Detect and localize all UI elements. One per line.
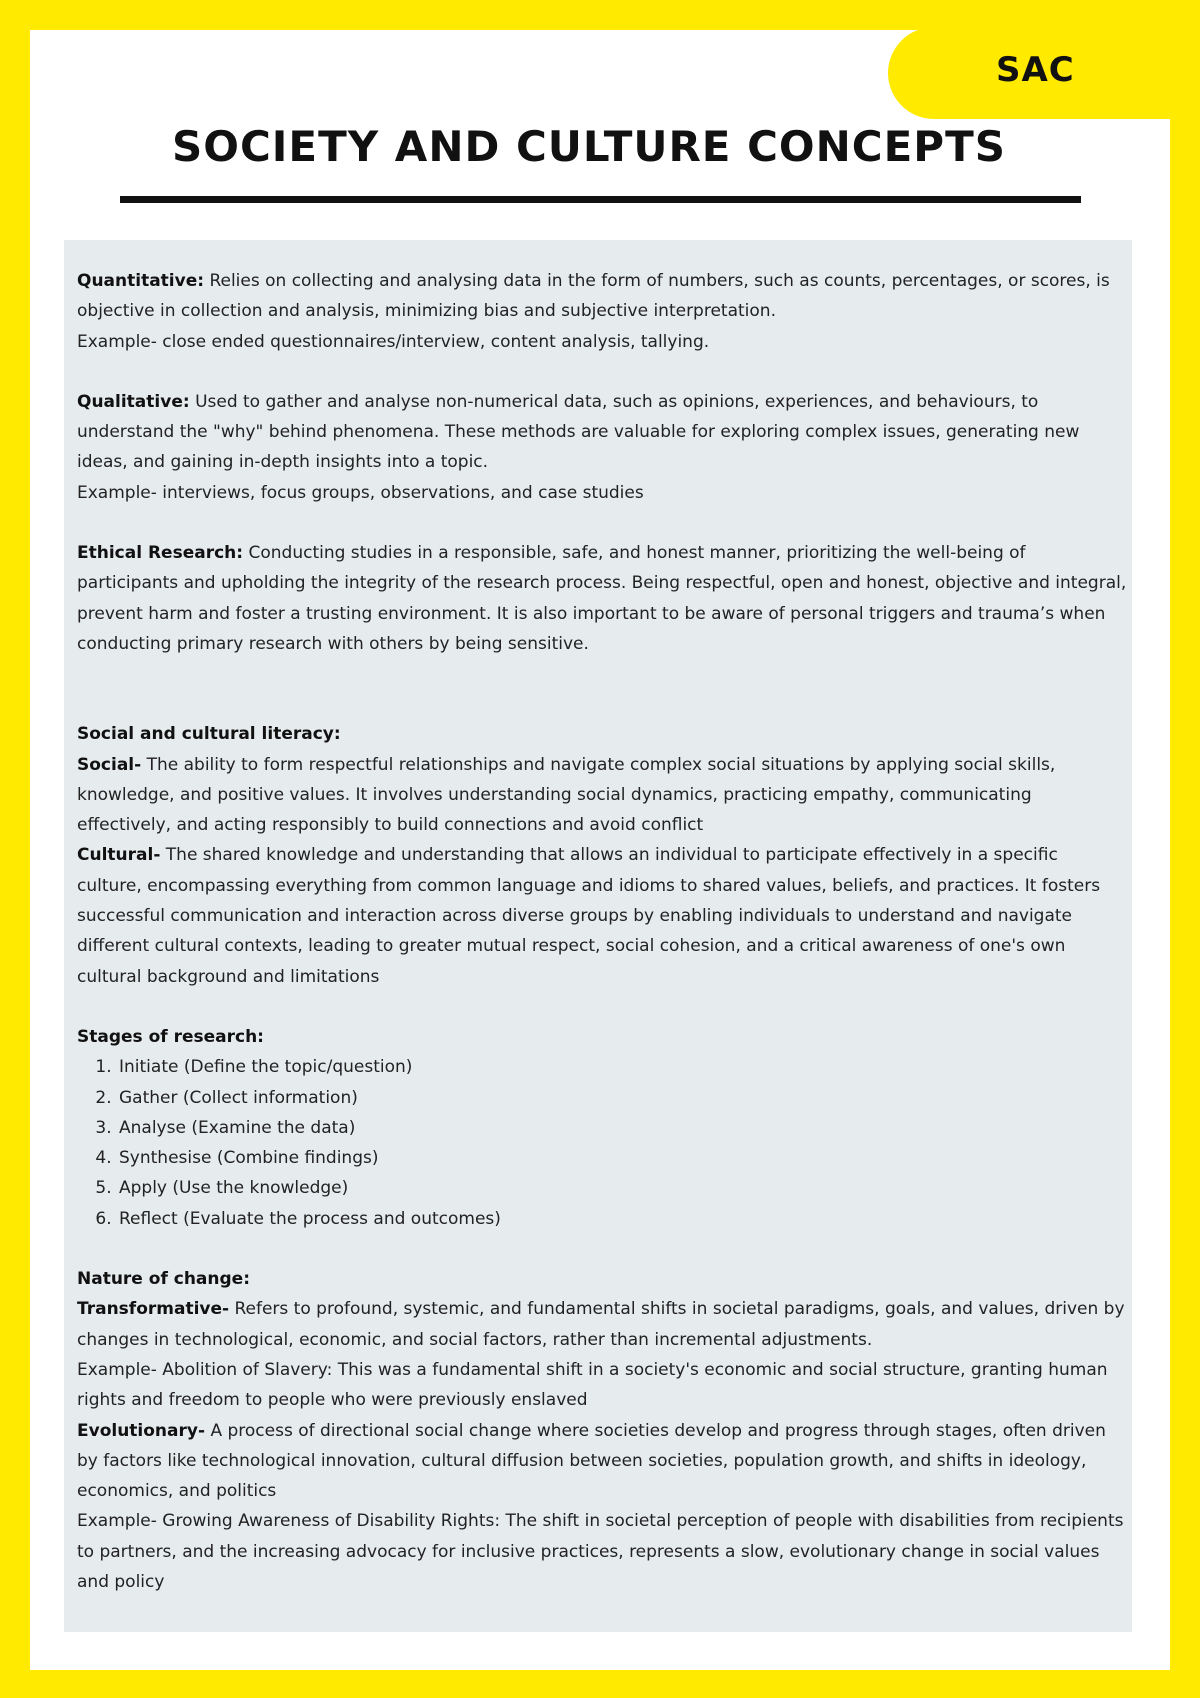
- list-item: 1. Initiate (Define the topic/question): [117, 1052, 1127, 1082]
- heading-nature-of-change: Nature of change:: [77, 1269, 251, 1290]
- term-ethical-research: Ethical Research:: [77, 543, 244, 564]
- example-evolutionary: Example- Growing Awareness of Disability Rights: The shift in societal perception of people with disabilities from recipients to partners, and the increasing advocacy for inclusive practices, represents a slow, evolutionary change in social values and policy: [77, 1511, 1124, 1592]
- term-qualitative: Qualitative:: [77, 391, 190, 412]
- definition-social: The ability to form respectful relationships and navigate complex social situations by applying social skills, knowledge, and positive values. It involves understanding social dynamics, practicing empathy, communicating effectively, and acting responsibly to build connections and avoid conflict: [77, 754, 1056, 836]
- page-title: SOCIETY AND CULTURE CONCEPTS: [172, 122, 1006, 171]
- definition-evolutionary: A process of directional social change where societies develop and progress through stages, often driven by factors like technological innovation, cultural diffusion between societies, population growth, and shifts in ideology, economics, and politics: [77, 1420, 1106, 1502]
- definition-transformative: Refers to profound, systemic, and fundamental shifts in societal paradigms, goals, and values, driven by changes in technological, economic, and social factors, rather than incremental adjustments.: [77, 1299, 1125, 1350]
- heading-stages: Stages of research:: [77, 1026, 264, 1047]
- definition-quantitative: Relies on collecting and analysing data in the form of numbers, such as counts, percentages, or scores, is objective in collection and analysis, minimizing bias and subjective interpretation.: [77, 271, 1110, 322]
- definition-cultural: The shared knowledge and understanding that allows an individual to participate effectively in a specific culture, encompassing everything from common language and idioms to shared values, beliefs, and practices. It fosters successful communication and interaction across diverse groups by enabling individuals to understand and navigate different cultural contexts, leading to greater mutual respect, social cohesion, and a critical awareness of one's own cultural background and limitations: [77, 845, 1101, 987]
- term-quantitative: Quantitative:: [77, 271, 205, 291]
- definition-ethical-research: Conducting studies in a responsible, safe, and honest manner, prioritizing the well-being of participants and upholding the integrity of the research process. Being respectful, open and honest, objective and integral, prevent harm and foster a trusting environment. It is also important to be aware of personal triggers and trauma’s when conducting primary research with others by being sensitive.: [77, 543, 1127, 654]
- list-item: 6. Reflect (Evaluate the process and outcomes): [117, 1204, 1127, 1234]
- section-ethical-research: [77, 538, 1127, 659]
- example-transformative: Example- Abolition of Slavery: This was a fundamental shift in a society's economic and social structure, granting human rights and freedom to people who were previously enslaved: [77, 1359, 1108, 1411]
- content-body: [77, 266, 1127, 1597]
- section-stages: [77, 1022, 1127, 1234]
- list-item: 5. Apply (Use the knowledge): [117, 1173, 1127, 1203]
- title-underline: [120, 196, 1081, 203]
- term-cultural: Cultural-: [77, 845, 161, 866]
- list-item: 2. Gather (Collect information): [117, 1083, 1127, 1113]
- section-literacy: [77, 719, 1127, 992]
- section-quantitative: [77, 266, 1127, 357]
- section-qualitative: [77, 387, 1127, 508]
- example-qualitative: Example- interviews, focus groups, observations, and case studies: [77, 482, 644, 503]
- stages-list: [77, 1052, 1127, 1234]
- definition-qualitative: Used to gather and analyse non-numerical data, such as opinions, experiences, and behaviours, to understand the "why" behind phenomena. These methods are valuable for exploring complex issues, generating new ideas, and gaining in-depth insights into a topic.: [77, 391, 1080, 473]
- list-item: 3. Analyse (Examine the data): [117, 1113, 1127, 1143]
- term-transformative: Transformative-: [77, 1299, 230, 1320]
- heading-literacy: Social and cultural literacy:: [77, 724, 341, 745]
- list-item: 4. Synthesise (Combine findings): [117, 1143, 1127, 1173]
- example-quantitative: Example- close ended questionnaires/interview, content analysis, tallying.: [77, 331, 710, 352]
- term-evolutionary: Evolutionary-: [77, 1420, 206, 1441]
- term-social: Social-: [77, 754, 142, 775]
- section-nature-of-change: [77, 1264, 1127, 1597]
- subject-tab-label: SAC: [996, 50, 1075, 90]
